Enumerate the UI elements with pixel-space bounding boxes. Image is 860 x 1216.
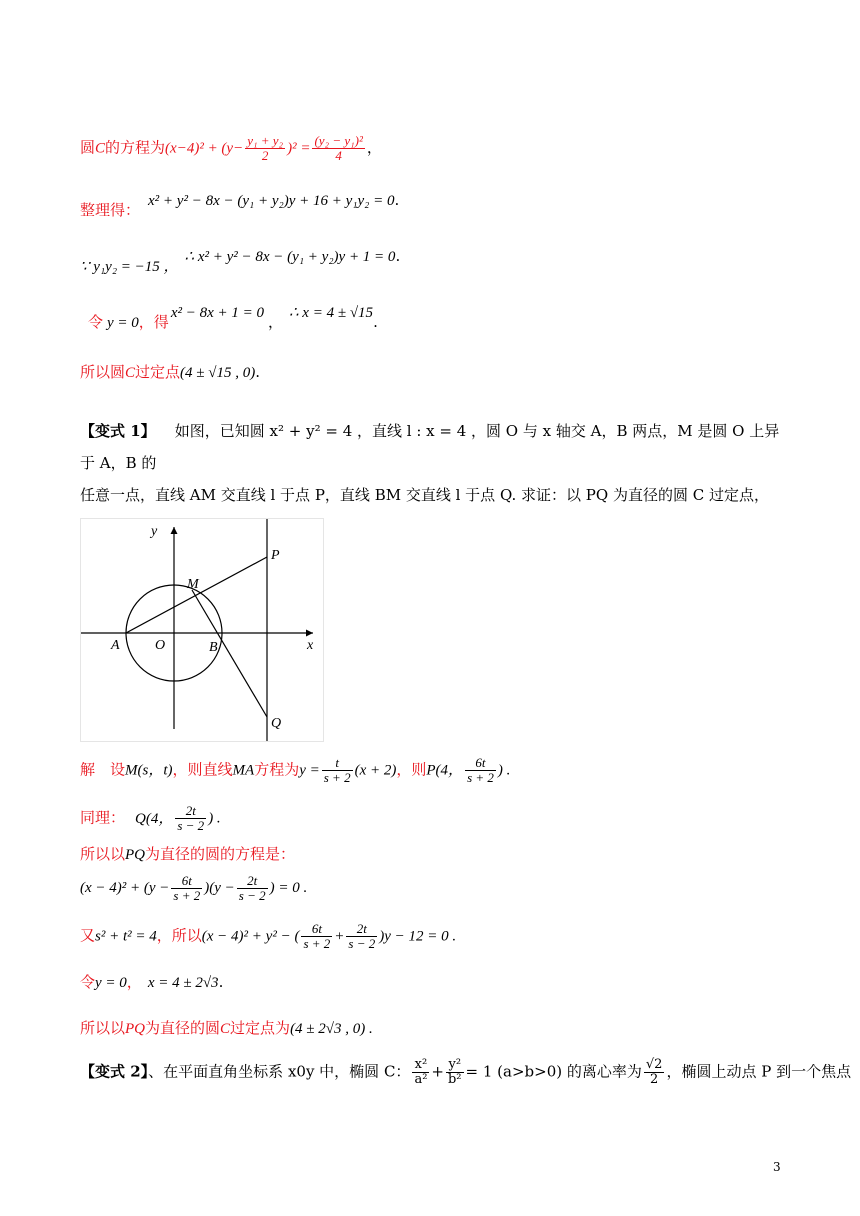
text: 圆 [80,138,96,157]
fraction: $\frac{\text{y²}}{\text{b²}}$ [447,1057,462,1087]
math-var: C [220,1021,231,1037]
text: 方程为 [254,760,300,779]
text: 为直径的圆 [145,1019,221,1037]
text: 的方程为 [105,138,166,157]
formula: Q(4， [135,810,174,827]
fraction: $\frac{6t}{s + 2}$ [303,921,331,951]
math-var: PQ [125,847,146,863]
label-q: Q [271,716,282,731]
math-var: C [95,140,106,157]
fraction: $\frac{2t}{s - 2}$ [348,921,376,951]
text: 同理： [80,808,126,827]
variant-2-problem [80,1058,851,1087]
text: . [395,247,401,265]
text: . [218,973,224,991]
formula: y = 0 [95,975,127,991]
text: ，则直线 [172,760,233,779]
formula: ∵ y₁y₂ = −15 ， [80,259,179,275]
formula: )(y − [204,879,235,896]
equation-line-3 [80,246,401,275]
formula: M(s，t) [125,762,173,779]
formula: y = [299,762,320,779]
label-y: y [151,524,158,539]
fraction: $\frac{6t}{s + 2}$ [467,755,494,785]
text: 过定点 [135,363,181,381]
formula: (x − 4)² + (y − [80,879,170,896]
formula: (x−4)² + (y− [165,140,244,157]
text: ，得 [138,313,169,331]
text: 过定点为 [230,1019,291,1037]
text: . [394,191,400,209]
solution-line-1 [80,756,510,785]
formula: ∴ x² + y² − 8x − (y₁ + y₂)y + 1 = 0 [184,249,396,265]
problem-text: ，椭圆上动点 P 到一个焦点 [666,1062,852,1081]
geometry-figure [80,518,324,742]
text: 所以以 [80,845,126,863]
problem-text: 、在平面直角坐标系 x0y 中，椭圆 C： [148,1062,411,1081]
text: 所以圆 [80,363,126,381]
line-ap [126,557,267,633]
formula: (4 ± √15 , 0) [180,365,256,381]
text: ，则 [396,760,427,779]
formula: + [334,928,345,945]
solution-line-3 [80,844,295,865]
problem-text: 任意一点，直线 AM 交直线 l 于点 P，直线 BM 交直线 l 于点 Q. 求证：以 PQ 为直径的圆 C 过定点， [80,486,769,504]
text: ， [268,313,284,331]
label-a: A [111,638,120,653]
math-var: PQ [125,1021,146,1037]
formula: ) . [497,762,511,779]
fraction: $\frac{√2}{2}$ [645,1057,663,1087]
formula: ∴ x = 4 ± √15 [289,305,374,321]
label-o: O [155,638,166,653]
conclusion-line [80,362,260,383]
math-var: C [125,365,136,381]
circle-diagram [81,519,323,741]
fraction: $\frac{\text{x²}}{\text{a²}}$ [414,1057,428,1087]
formula: )² = [287,140,311,157]
label-m: M [187,577,199,592]
formula: x² + y² − 8x − (y₁ + y₂)y + 16 + y₁y₂ = 0 [148,193,395,209]
formula: ) = 0 . [269,879,308,896]
text: 令 [80,973,96,991]
solution-line-6 [80,972,223,993]
formula: s² + t² = 4 [95,928,157,945]
label: 整理得： [80,201,141,219]
text: ， [126,973,142,991]
solution-line-5 [80,922,456,951]
fraction: $\frac{2t}{s - 2}$ [238,873,266,903]
label-x: x [307,638,314,653]
formula: P(4， [426,762,464,779]
label-b: B [209,640,218,655]
text: ， [366,138,382,157]
equation-line-1 [80,134,382,163]
formula: x = 4 ± 2√3 [147,975,219,991]
problem-text: 如图，已知圆 x² + y² = 4 ，直线 l : x = 4 ，圆 O 与 x 轴交 A，B 两点，M 是圆 O 上异于 A，B 的 [80,422,780,472]
text: ，所以 [156,926,202,945]
solution-line-4 [80,874,307,903]
formula: y = 0 [107,315,139,331]
page-number: 3 [773,1160,781,1174]
formula: )y − 12 = 0 . [379,928,457,945]
text: . [255,363,261,381]
formula: (x − 4)² + y² − ( [201,928,300,945]
formula: x² − 8x + 1 = 0 [170,305,264,321]
text: 又 [80,926,96,945]
text: 为直径的圆的方程是： [145,845,296,863]
text: 令 [88,313,104,331]
fraction: $\frac{2t}{s - 2}$ [177,803,205,833]
fraction: $\frac{\text{(y₂ − y₁)²}}{4}$ [314,133,363,163]
variant-tag: 【变式 2】 [80,1062,149,1081]
label-p: P [271,548,280,563]
line-mq [192,590,267,717]
formula: (4 ± 2√3 , 0) . [290,1021,373,1037]
variant-tag: 【变式 1】 [80,422,156,440]
text: 解 设 [80,760,126,779]
formula: ) . [208,810,221,827]
fraction: $\frac{\text{y₁ + y₂}}{2}$ [247,133,284,163]
problem-text: = 1 (a>b>0) 的离心率为 [465,1062,642,1081]
solution-line-2 [80,804,221,833]
text: . [373,313,378,331]
text: 所以以 [80,1019,126,1037]
formula: (x + 2) [354,762,397,779]
equation-line-2 [80,190,400,219]
fraction: $\frac{t}{s + 2}$ [323,755,351,785]
math-var: MA [232,762,255,779]
operator: + [431,1062,444,1081]
solution-line-7 [80,1018,373,1039]
equation-line-4 [88,302,378,331]
fraction: $\frac{6t}{s + 2}$ [173,873,201,903]
problem-line [80,415,780,479]
